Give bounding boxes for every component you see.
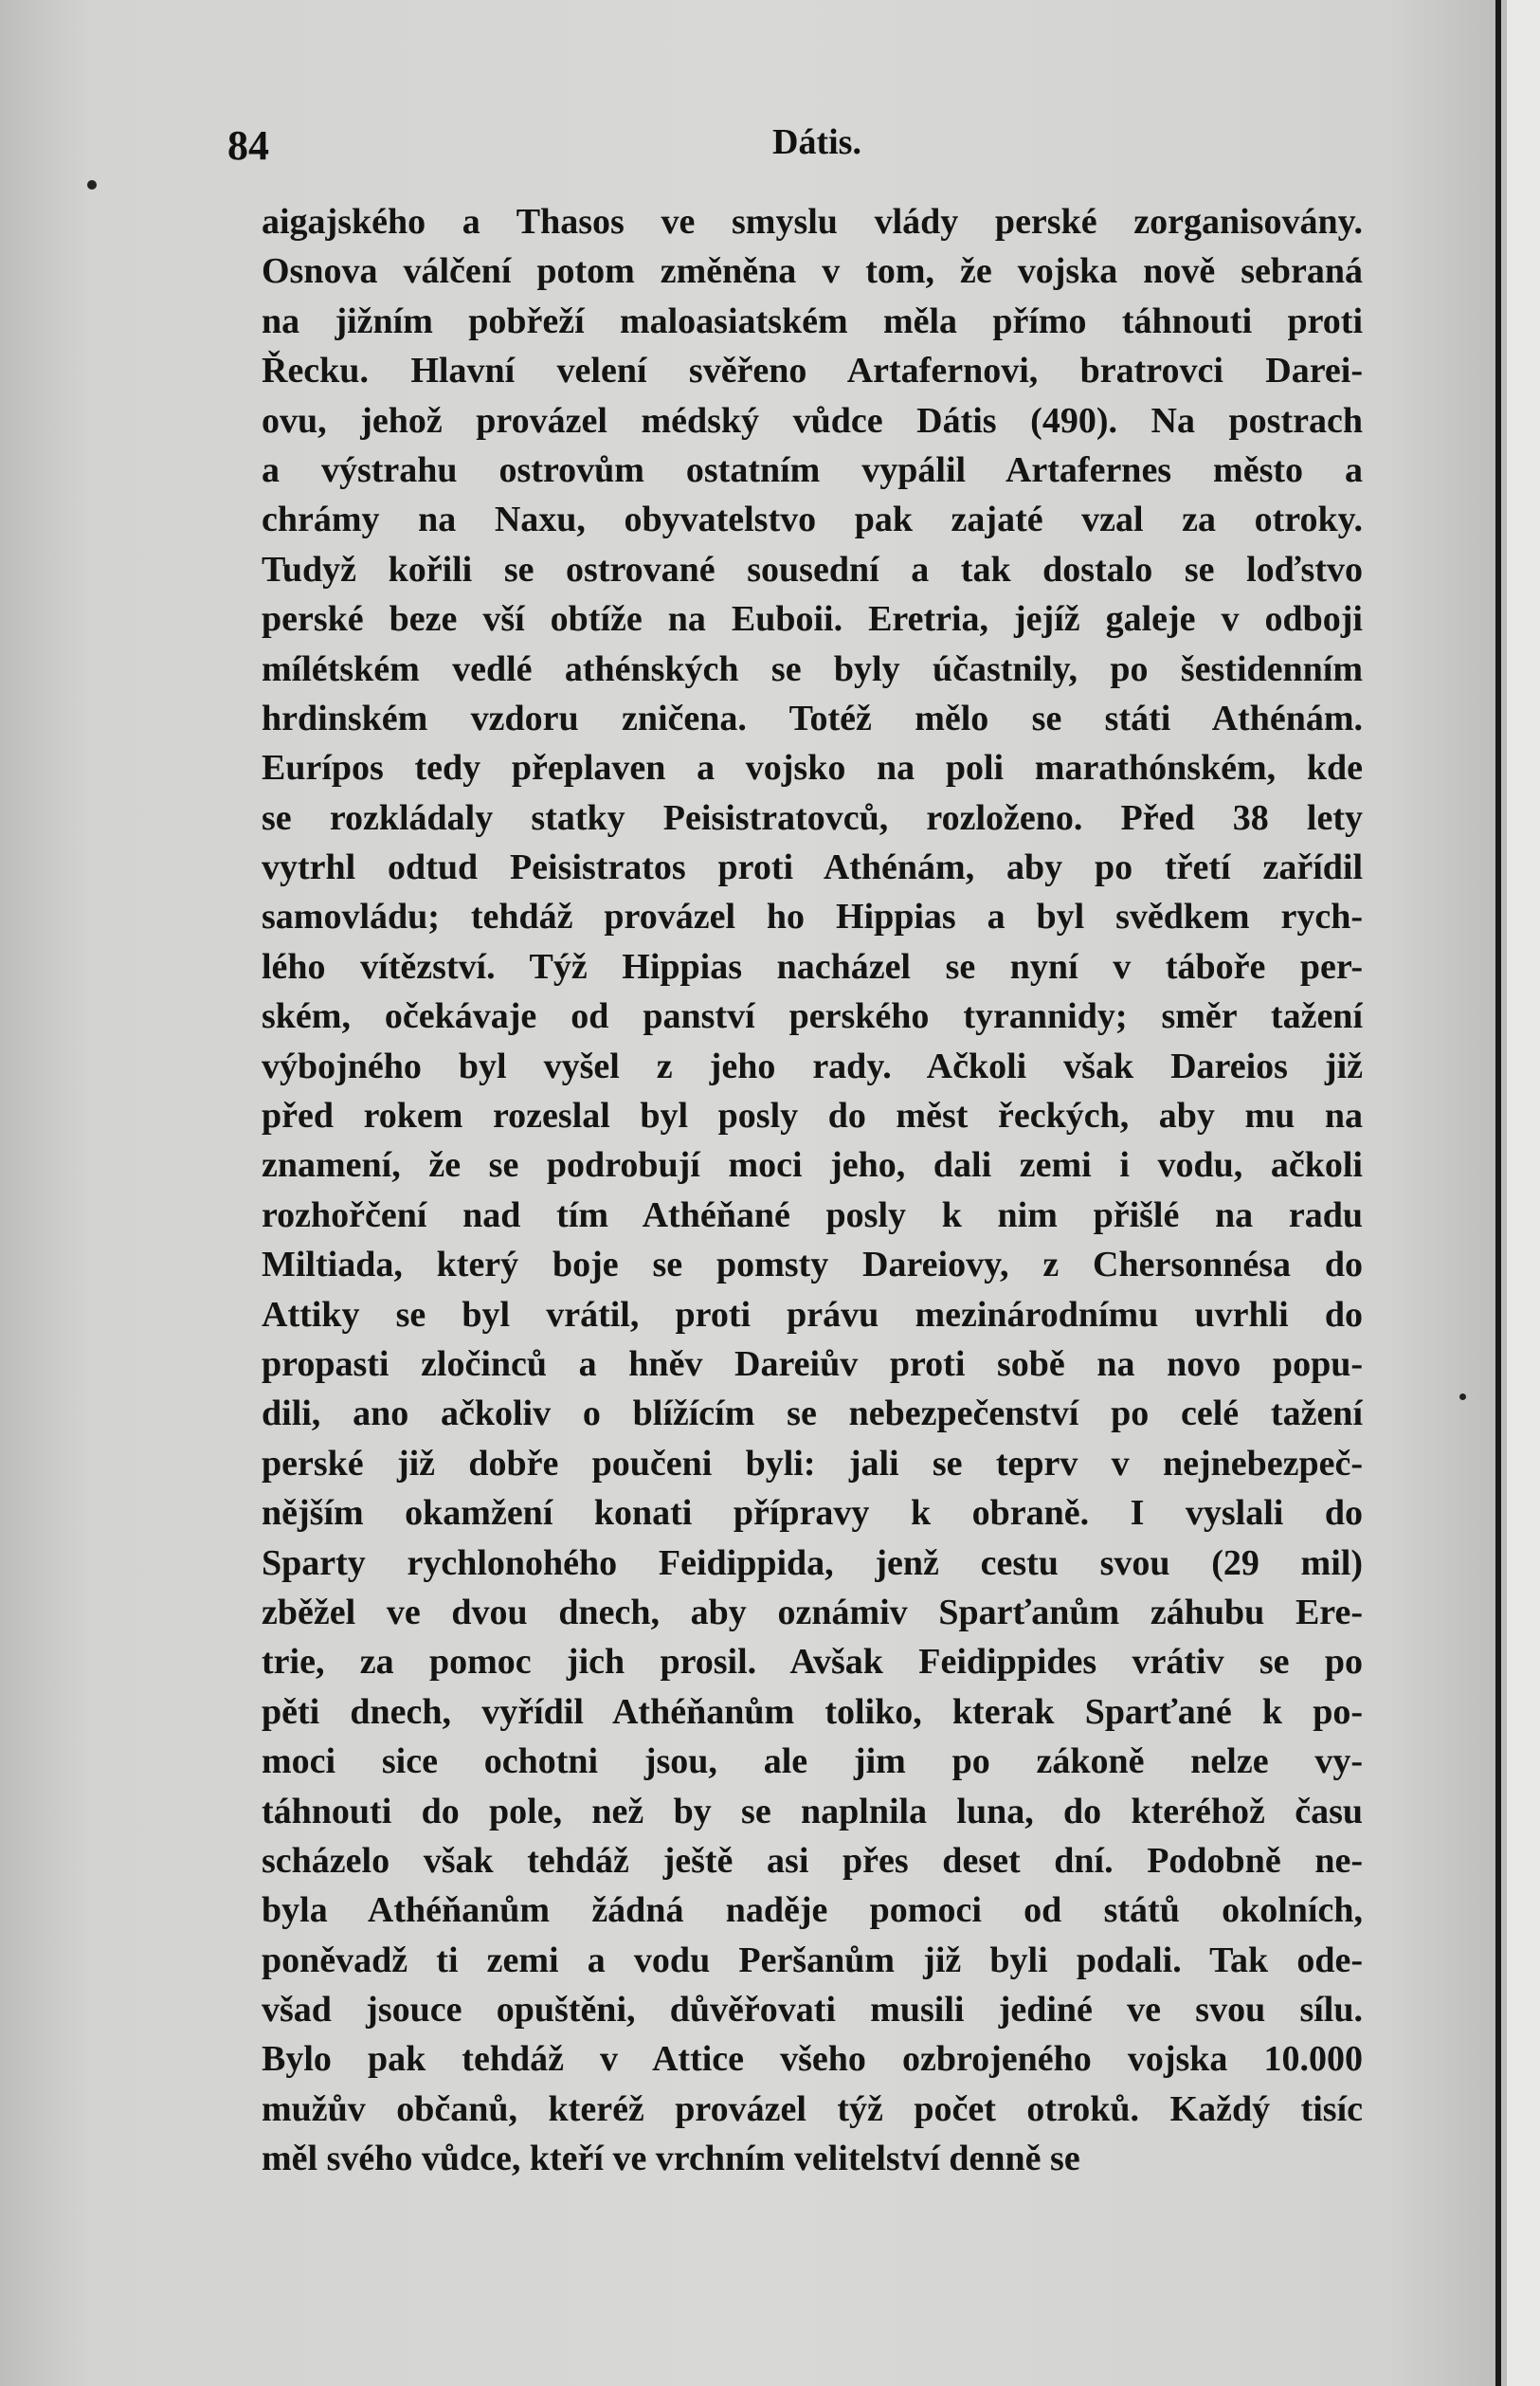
text-line: táhnouti do pole, než by se naplnila luna, do kteréhož času: [262, 1791, 1363, 1831]
text-line: rozhořčení nad tím Athéňané posly k nim přišlé na radu: [262, 1194, 1363, 1235]
text-line: Sparty rychlonohého Feidippida, jenž cestu svou (29 mil): [262, 1542, 1363, 1583]
text-line: lého vítězství. Týž Hippias nacházel se nyní v táboře per-: [262, 946, 1363, 987]
text-line: nějším okamžení konati přípravy k obraně. I vyslali do: [262, 1493, 1363, 1534]
text-line: samovládu; tehdáž provázel ho Hippias a byl svědkem rych-: [262, 897, 1363, 938]
text-line: dili, ano ačkoliv o blížícím se nebezpečenství po celé tažení: [262, 1393, 1363, 1434]
text-line: mílétském vedlé athénských se byly účastnily, po šestidenním: [262, 648, 1363, 689]
text-line: hrdinském vzdoru zničena. Totéž mělo se státi Athénám.: [262, 698, 1363, 738]
page-speck: [1459, 1393, 1466, 1400]
text-line: poněvadž ti zemi a vodu Peršanům již byli podali. Tak ode-: [262, 1940, 1363, 1980]
text-line: Eurípos tedy přeplaven a vojsko na poli marathónském, kde: [262, 748, 1363, 789]
running-head: Dátis.: [772, 122, 861, 162]
text-line: mužův občanů, kteréž provázel týž počet otroků. Každý tisíc: [262, 2088, 1363, 2129]
right-margin: [1507, 0, 1540, 2386]
text-line: aigajského a Thasos ve smyslu vlády perské zorganisovány.: [262, 202, 1363, 242]
text-line: perské již dobře poučeni byli: jali se teprv v nejnebezpeč-: [262, 1443, 1363, 1484]
text-line: všad jsouce opuštěni, důvěřovati musili jediné ve svou sílu.: [262, 1990, 1363, 2031]
text-line: trie, za pomoc jich prosil. Avšak Feidippides vrátiv se po: [262, 1642, 1363, 1683]
text-block: [262, 197, 1363, 2184]
text-line: se rozkládaly statky Peisistratovců, rozloženo. Před 38 lety: [262, 797, 1363, 838]
text-line: moci sice ochotni jsou, ale jim po zákoně nelze vy-: [262, 1741, 1363, 1782]
text-line: Attiky se byl vrátil, proti právu mezinárodnímu uvrhli do: [262, 1294, 1363, 1335]
text-line: výbojného byl vyšel z jeho rady. Ačkoli však Dareios již: [262, 1046, 1363, 1086]
text-line: byla Athéňanům žádná naděje pomoci od států okolních,: [262, 1890, 1363, 1931]
text-line: scházelo však tehdáž ještě asi přes deset dní. Podobně ne-: [262, 1840, 1363, 1881]
text-line: propasti zločinců a hněv Dareiův proti sobě na novo popu-: [262, 1343, 1363, 1384]
gutter-shadow-line: [1495, 0, 1501, 2386]
text-line: ovu, jehož provázel médský vůdce Dátis (490). Na postrach: [262, 400, 1363, 441]
text-line: Osnova válčení potom změněna v tom, že vojska nově sebraná: [262, 251, 1363, 292]
text-line: zběžel ve dvou dnech, aby oznámiv Sparťanům záhubu Ere-: [262, 1592, 1363, 1632]
text-line: chrámy na Naxu, obyvatelstvo pak zajaté vzal za otroky.: [262, 500, 1363, 540]
text-line: vytrhl odtud Peisistratos proti Athénám, aby po třetí zařídil: [262, 847, 1363, 888]
text-line: perské beze vší obtíže na Euboii. Eretria, jejíž galeje v odboji: [262, 599, 1363, 640]
text-line: na jižním pobřeží maloasiatském měla přímo táhnouti proti: [262, 301, 1363, 341]
text-line: Řecku. Hlavní velení svěřeno Artafernovi, bratrovci Darei-: [262, 351, 1363, 392]
text-line: Bylo pak tehdáž v Attice všeho ozbrojeného vojska 10.000: [262, 2039, 1363, 2080]
page-number: 84: [227, 122, 269, 169]
text-line: znamení, že se podrobují moci jeho, dali zemi i vodu, ačkoli: [262, 1145, 1363, 1186]
text-line: před rokem rozeslal byl posly do měst řeckých, aby mu na: [262, 1096, 1363, 1137]
text-line: a výstrahu ostrovům ostatním vypálil Artafernes město a: [262, 449, 1363, 490]
text-line: pěti dnech, vyřídil Athéňanům toliko, kterak Sparťané k po-: [262, 1691, 1363, 1732]
text-line: měl svého vůdce, kteří ve vrchním velitelství denně se: [262, 2139, 1080, 2179]
text-line: Tudyž kořili se ostrované sousední a tak dostalo se loďstvo: [262, 549, 1363, 590]
text-line: ském, očekávaje od panství perského tyrannidy; směr tažení: [262, 996, 1363, 1037]
text-line: Miltiada, který boje se pomsty Dareiovy, z Chersonnésa do: [262, 1245, 1363, 1285]
page-speck: [87, 180, 97, 190]
